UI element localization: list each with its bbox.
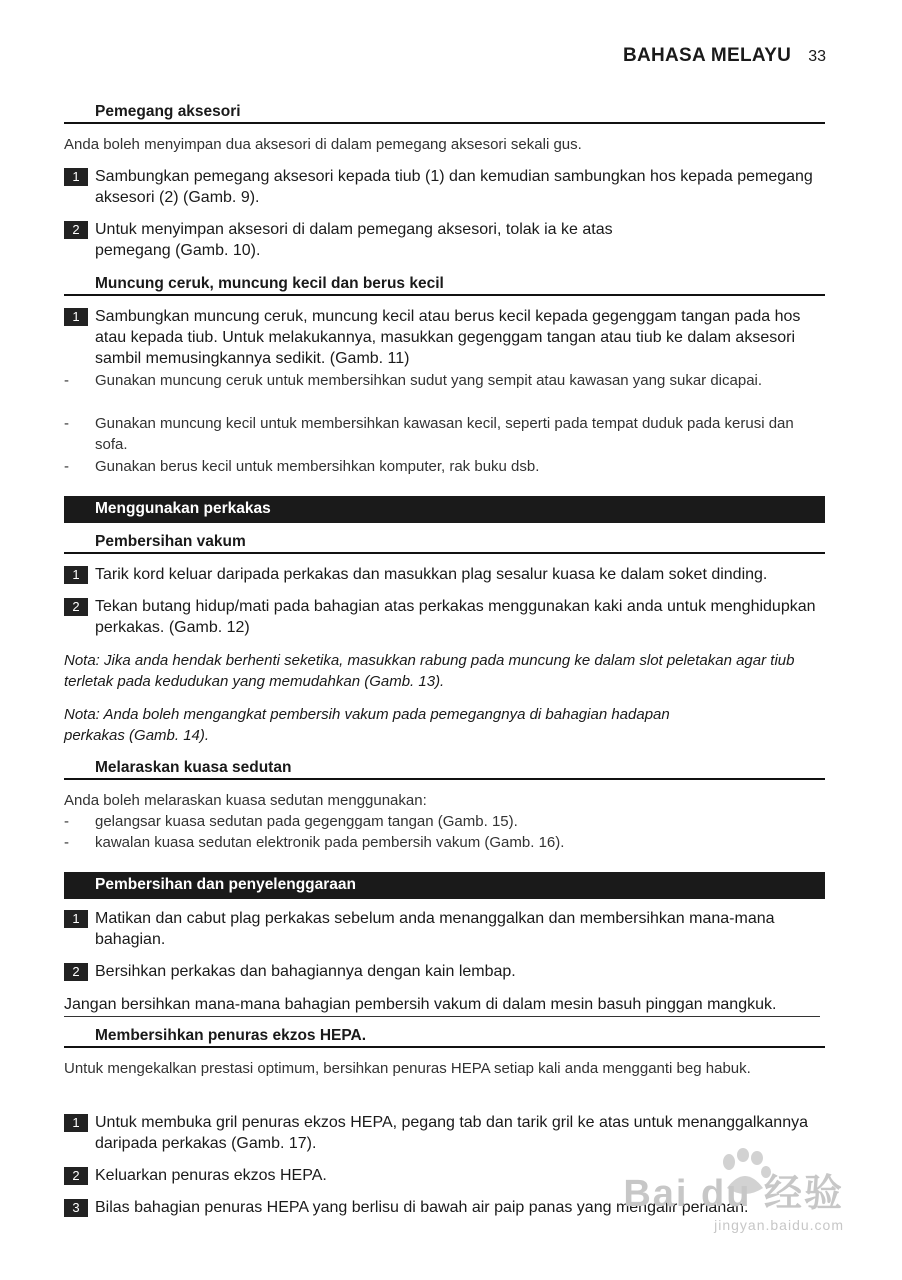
step-text: Untuk membuka gril penuras ekzos HEPA, pegang tab dan tarik gril ke atas untuk menanggalkannya daripada perkakas (Gamb. 17). [95,1114,808,1152]
step-cleaning-1 [64,908,825,950]
step-number: 1 [64,168,88,186]
step-number: 2 [64,598,88,616]
heading-suction: Melaraskan kuasa sedutan [64,758,825,780]
step-text: Keluarkan penuras ekzos HEPA. [95,1167,327,1184]
step-number: 1 [64,308,88,326]
bullet-suction-2: - kawalan kuasa sedutan elektronik pada pembersih vakum (Gamb. 16). [64,834,565,851]
step-number: 1 [64,910,88,928]
step-number: 1 [64,1114,88,1132]
page-number: 33 [808,48,826,65]
section-bar-using: Menggunakan perkakas [64,496,825,523]
watermark-brand: Bai du 经验 [623,1173,844,1215]
step-text: Bersihkan perkakas dan bahagiannya dengan kain lembap. [95,963,516,980]
step-number: 3 [64,1199,88,1217]
step-accessory-2 [64,219,684,261]
step-text: Untuk menyimpan aksesori di dalam pemegang aksesori, tolak ia ke atas pemegang (Gamb. 10). [95,221,613,259]
watermark [623,1162,844,1233]
step-text: Tarik kord keluar daripada perkakas dan masukkan plag sesalur kuasa ke dalam soket dinding. [95,566,768,583]
hepa-intro: Untuk mengekalkan prestasi optimum, bersihkan penuras HEPA setiap kali anda mengganti beg habuk. [64,1060,751,1077]
step-text: Matikan dan cabut plag perkakas sebelum anda menanggalkan dan membersihkan mana-mana bahagian. [95,910,775,948]
heading-vacuuming: Pembersihan vakum [64,532,825,554]
page-header [623,45,826,67]
step-text: Bilas bahagian penuras HEPA yang berlisu di bawah air paip panas yang mengalir perlahan. [95,1199,749,1216]
warning-dishwasher: Jangan bersihkan mana-mana bahagian pembersih vakum di dalam mesin basuh pinggan mangkuk. [64,994,820,1017]
step-hepa-1 [64,1112,825,1154]
bullet-suction-1: - gelangsar kuasa sedutan pada gegenggam tangan (Gamb. 15). [64,813,518,830]
bullet-nozzle-2: - Gunakan muncung kecil untuk membersihkan kawasan kecil, seperti pada tempat duduk pada kerusi dan sofa. [64,415,794,453]
step-number: 2 [64,963,88,981]
watermark-url: jingyan.baidu.com [714,1217,844,1233]
step-vacuuming-1 [64,564,825,585]
step-accessory-1 [64,166,825,208]
step-text: Sambungkan muncung ceruk, muncung kecil atau berus kecil kepada gegenggam tangan pada hos atau kepada tiub. Untuk melakukannya, masukkan gegenggam tangan atau tiub ke dalam aksesori sambil memusingkannya sedikit. (Gamb. 11) [95,308,801,367]
note-pause: Nota: Jika anda hendak berhenti seketika, masukkan rabung pada muncung ke dalam slot peletakan agar tiub terletak pada kedudukan yang memudahkan (Gamb. 13). [64,652,795,690]
step-text: Tekan butang hidup/mati pada bahagian atas perkakas menggunakan kaki anda untuk menghidupkan perkakas. (Gamb. 12) [95,598,816,636]
heading-accessory-holder: Pemegang aksesori [64,102,825,124]
heading-hepa: Membersihkan penuras ekzos HEPA. [64,1026,825,1048]
note-lift: Nota: Anda boleh mengangkat pembersih vakum pada pemegangnya di bahagian hadapan perkakas (Gamb. 14). [64,706,670,744]
step-cleaning-2 [64,961,825,982]
section-bar-cleaning: Pembersihan dan penyelenggaraan [64,872,825,899]
step-number: 2 [64,221,88,239]
suction-intro: Anda boleh melaraskan kuasa sedutan menggunakan: [64,792,427,809]
step-text: Sambungkan pemegang aksesori kepada tiub (1) dan kemudian sambungkan hos kepada pemegang aksesori (2) (Gamb. 9). [95,168,813,206]
step-number: 1 [64,566,88,584]
heading-nozzles: Muncung ceruk, muncung kecil dan berus kecil [64,274,825,296]
step-vacuuming-2 [64,596,825,638]
accessory-intro: Anda boleh menyimpan dua aksesori di dalam pemegang aksesori sekali gus. [64,136,582,153]
language-label: BAHASA MELAYU [622,45,792,66]
bullet-nozzle-3: - Gunakan berus kecil untuk membersihkan komputer, rak buku dsb. [64,458,540,475]
step-number: 2 [64,1167,88,1185]
step-nozzles-1 [64,306,825,369]
bullet-nozzle-1: - Gunakan muncung ceruk untuk membersihkan sudut yang sempit atau kawasan yang sukar dicapai. [64,372,763,389]
